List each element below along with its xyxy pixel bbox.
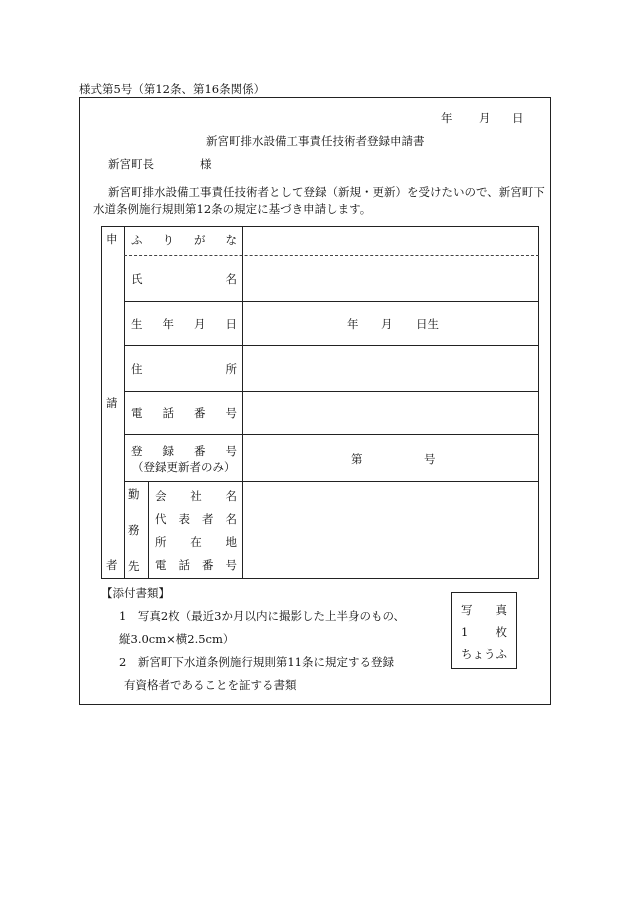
label-workplace: 勤 務 先 (128, 487, 140, 573)
label-workplace-phone: 電 話 番 号 (155, 558, 237, 572)
workplace-field[interactable] (243, 482, 538, 578)
registration-note: （登録更新者のみ） (132, 460, 236, 474)
birth-month-unit: 月 (381, 317, 393, 331)
registration-prefix: 第 (351, 452, 363, 466)
birth-day-unit: 日生 (416, 317, 439, 331)
label-representative: 代 表 者 名 (155, 512, 237, 526)
label-name: 氏 名 (131, 272, 237, 286)
photo-box-line-1: 写 真 (461, 603, 507, 617)
date-month: 月 (479, 111, 491, 125)
attachments-heading: 【添付書類】 (101, 586, 170, 600)
attachment-1-line-2: 縦3.0cm×横2.5cm） (119, 632, 235, 646)
address-field[interactable] (243, 346, 538, 390)
label-company: 会 社 名 (155, 489, 237, 503)
intro-line-2: 水道条例施行規則第12条の規定に基づき申請します。 (93, 202, 372, 216)
addressee-name: 新宮町長 (108, 157, 154, 171)
label-phone: 電 話 番 号 (131, 406, 237, 420)
applicant-label-3: 者 (106, 558, 118, 572)
addressee-honorific: 様 (200, 157, 212, 171)
applicant-label-1: 申 (106, 232, 118, 246)
date-day: 日 (512, 111, 524, 125)
furigana-field[interactable] (243, 227, 538, 254)
label-birthdate: 生 年 月 日 (131, 317, 237, 331)
date-year: 年 (441, 111, 453, 125)
attachment-2-line-1: 2 新宮町下水道条例施行規則第11条に規定する登録 (119, 655, 394, 669)
birth-year-unit: 年 (347, 317, 359, 331)
registration-suffix: 号 (424, 452, 436, 466)
intro-line-1: 新宮町排水設備工事責任技術者として登録（新規・更新）を受けたいので、新宮町下 (108, 185, 545, 199)
attachment-1-line-1: 1 写真2枚（最近3か月以内に撮影した上半身のもの、 (119, 609, 405, 623)
label-location: 所 在 地 (155, 535, 237, 549)
photo-box-line-2: 1 枚 (461, 625, 507, 639)
name-field[interactable] (243, 256, 538, 300)
label-registration: 登 録 番 号 (131, 444, 237, 458)
label-furigana: ふ り が な (131, 233, 237, 247)
attachment-2-line-2: 有資格者であることを証する書類 (124, 678, 297, 692)
photo-box-line-3: ちょうふ (461, 647, 507, 661)
document-title: 新宮町排水設備工事責任技術者登録申請書 (206, 134, 425, 148)
form-number: 様式第5号（第12条、第16条関係） (79, 82, 266, 96)
label-address: 住 所 (131, 362, 237, 376)
phone-field[interactable] (243, 392, 538, 433)
applicant-label-2: 請 (106, 396, 118, 410)
